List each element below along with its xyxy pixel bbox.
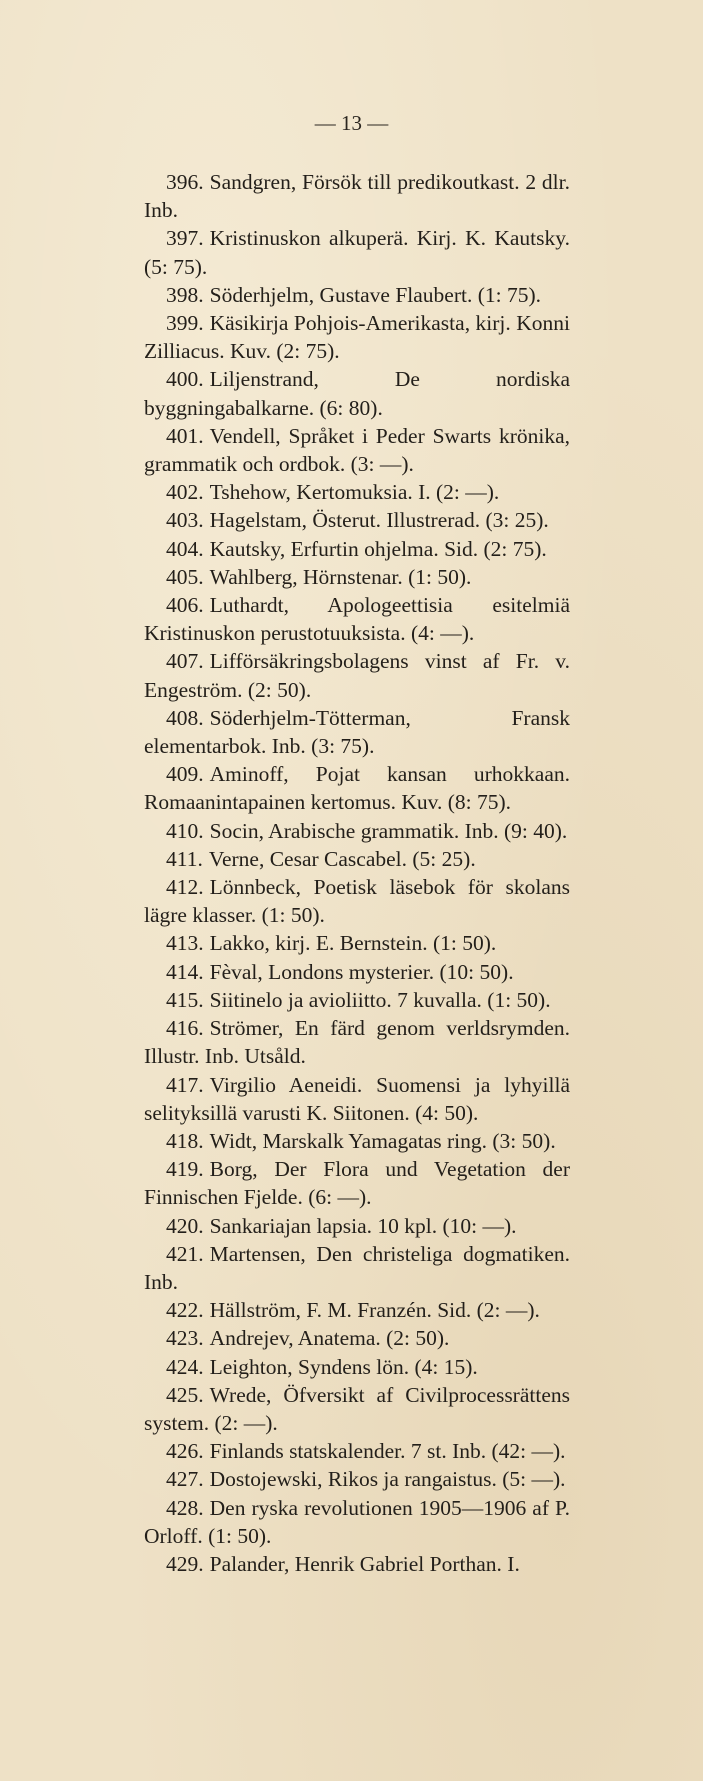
entry-number: 425. (166, 1382, 204, 1407)
entry-number: 414. (166, 959, 204, 984)
entry-text: Kautsky, Erfurtin ohjelma. Sid. (2: 75). (209, 536, 547, 561)
entry-text: Hagelstam, Österut. Illustrerad. (3: 25). (209, 508, 549, 533)
entry-number: 426. (166, 1439, 204, 1464)
entry-number: 424. (166, 1354, 204, 1379)
entry-number: 398. (166, 282, 204, 307)
catalog-entry (144, 817, 570, 845)
entry-number: 413. (166, 931, 204, 956)
entry-number: 420. (166, 1213, 204, 1238)
entry-text: Virgilio Aeneidi. Suomensi ja lyhyillä selityksillä varusti K. Siitonen. (4: 50). (144, 1072, 570, 1125)
entry-text: Söderhjelm-Tötterman, Fransk elementarbok. Inb. (3: 75). (144, 705, 570, 759)
entry-number: 404. (166, 536, 204, 561)
entry-text: Hällström, F. M. Franzén. Sid. (2: —). (209, 1298, 540, 1323)
catalog-entry (144, 1494, 570, 1550)
entry-number: 429. (166, 1551, 204, 1576)
entry-text: Siitinelo ja avioliitto. 7 kuvalla. (1: 50). (209, 987, 551, 1012)
entry-text: Sankariajan lapsia. 10 kpl. (10: —). (209, 1213, 517, 1238)
entry-text: Wahlberg, Hörnstenar. (1: 50). (209, 564, 472, 589)
catalog-entry (144, 591, 570, 647)
catalog-entry (144, 478, 570, 506)
catalog-entry (144, 1014, 570, 1070)
catalog-entry (144, 760, 570, 816)
catalog-entry (144, 563, 570, 591)
entry-text: Dostojewski, Rikos ja rangaistus. (5: —). (209, 1467, 566, 1492)
entry-number: 422. (166, 1298, 204, 1323)
catalog-entry (144, 929, 570, 957)
entry-text: Kristinuskon alkuperä. Kirj. K. Kautsky. (5: 75). (144, 226, 570, 279)
entry-text: Tshehow, Kertomuksia. I. (2: —). (209, 480, 500, 505)
entry-text: Fèval, Londons mysterier. (10: 50). (209, 959, 514, 984)
entry-number: 412. (166, 875, 204, 900)
entry-text: Wrede, Öfversikt af Civilprocessrättens system. (2: —). (144, 1382, 570, 1435)
catalog-entry-list (144, 168, 570, 1578)
entry-text: Finlands statskalender. 7 st. Inb. (42: —). (209, 1439, 566, 1464)
entry-number: 419. (166, 1157, 204, 1182)
catalog-entry (144, 224, 570, 280)
catalog-entry (144, 1324, 570, 1352)
entry-text: Luthardt, Apologeettisia esitelmiä Kristinuskon perustotuuksista. (4: —). (144, 593, 570, 646)
entry-number: 399. (166, 311, 204, 336)
catalog-entry (144, 365, 570, 421)
entry-text: Söderhjelm, Gustave Flaubert. (1: 75). (209, 282, 542, 307)
catalog-entry (144, 1437, 570, 1465)
catalog-entry (144, 506, 570, 534)
catalog-entry (144, 1212, 570, 1240)
entry-text: Andrejev, Anatema. (2: 50). (209, 1326, 450, 1351)
entry-text: Strömer, En färd genom verldsrymden. Illustr. Inb. Utsåld. (144, 1016, 570, 1069)
catalog-entry (144, 1381, 570, 1437)
entry-text: Socin, Arabische grammatik. Inb. (9: 40). (209, 818, 568, 843)
entry-text: Lönnbeck, Poetisk läsebok för skolans lägre klasser. (1: 50). (144, 875, 570, 928)
entry-number: 410. (166, 818, 204, 843)
entry-number: 428. (166, 1495, 204, 1520)
catalog-entry (144, 704, 570, 760)
catalog-entry (144, 647, 570, 703)
entry-number: 418. (166, 1128, 204, 1153)
entry-number: 416. (166, 1016, 204, 1041)
entry-number: 421. (166, 1241, 204, 1266)
entry-text: Lifförsäkringsbolagens vinst af Fr. v. Engeström. (2: 50). (144, 649, 570, 702)
entry-number: 400. (166, 367, 204, 392)
entry-text: Den ryska revolutionen 1905—1906 af P. Orloff. (1: 50). (144, 1495, 570, 1548)
entry-number: 406. (166, 593, 204, 618)
catalog-entry (144, 1296, 570, 1324)
entry-text: Aminoff, Pojat kansan urhokkaan. Romaanintapainen kertomus. Kuv. (8: 75). (144, 762, 570, 815)
entry-text: Liljenstrand, De nordiska byggningabalkarne. (6: 80). (144, 367, 570, 420)
entry-text: Vendell, Språket i Peder Swarts krönika, grammatik och ordbok. (3: —). (144, 423, 570, 477)
entry-number: 396. (166, 170, 204, 194)
entry-text: Käsikirja Pohjois-Amerikasta, kirj. Konni Zilliacus. Kuv. (2: 75). (144, 311, 570, 364)
catalog-entry (144, 873, 570, 929)
catalog-entry (144, 1550, 570, 1578)
entry-number: 403. (166, 508, 204, 533)
catalog-entry (144, 1240, 570, 1296)
catalog-entry (144, 168, 570, 224)
entry-number: 411. (166, 846, 203, 871)
catalog-entry (144, 309, 570, 365)
catalog-entry (144, 422, 570, 478)
entry-text: Sandgren, Försök till predikoutkast. 2 dlr. Inb. (144, 170, 570, 223)
catalog-entry (144, 281, 570, 309)
entry-text: Lakko, kirj. E. Bernstein. (1: 50). (209, 931, 497, 956)
catalog-entry (144, 1353, 570, 1381)
entry-text: Verne, Cesar Cascabel. (5: 25). (208, 846, 476, 871)
entry-number: 402. (166, 480, 204, 505)
entry-number: 401. (166, 423, 204, 448)
entry-number: 407. (166, 649, 204, 674)
page-number: — 13 — (314, 111, 389, 135)
catalog-entry (144, 1071, 570, 1127)
entry-text: Widt, Marskalk Yamagatas ring. (3: 50). (209, 1128, 556, 1153)
entry-text: Martensen, Den christeliga dogmatiken. Inb. (144, 1241, 570, 1294)
catalog-entry (144, 958, 570, 986)
catalog-entry (144, 535, 570, 563)
catalog-entry (144, 986, 570, 1014)
entry-number: 408. (166, 705, 204, 730)
catalog-entry (144, 1465, 570, 1493)
entry-number: 427. (166, 1467, 204, 1492)
entry-number: 415. (166, 987, 204, 1012)
catalog-entry (144, 845, 570, 873)
entry-text: Borg, Der Flora und Vegetation der Finnischen Fjelde. (6: —). (144, 1157, 570, 1210)
entry-number: 397. (166, 226, 204, 251)
entry-number: 423. (166, 1326, 204, 1351)
entry-number: 405. (166, 564, 204, 589)
entry-text: Palander, Henrik Gabriel Porthan. I. (209, 1551, 520, 1576)
entry-number: 409. (166, 762, 204, 787)
entry-number: 417. (166, 1072, 204, 1097)
catalog-entry (144, 1127, 570, 1155)
catalog-entry (144, 1155, 570, 1211)
entry-text: Leighton, Syndens lön. (4: 15). (209, 1354, 478, 1379)
